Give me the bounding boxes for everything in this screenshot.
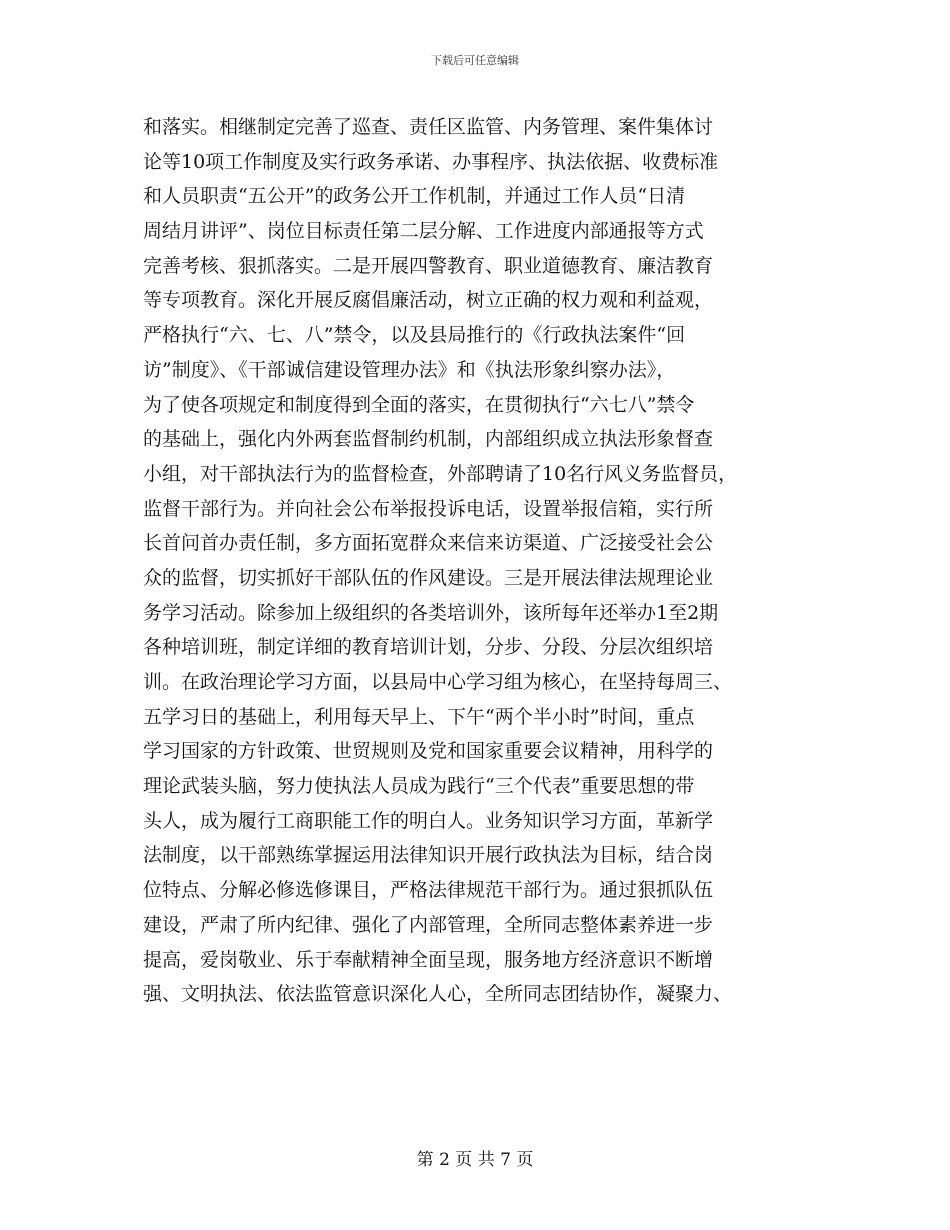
body-line: 众的监督，切实抓好干部队伍的作风建设。三是开展法律法规理论业	[143, 566, 714, 589]
page-header-note: 下载后可任意编辑	[431, 54, 519, 67]
body-line: 为了使各项规定和制度得到全面的落实，在贯彻执行“六七八”禁令	[143, 393, 695, 416]
body-line: 的基础上，强化内外两套监督制约机制，内部组织成立执法形象督查	[143, 428, 714, 451]
body-line: 训。在政治理论学习方面，以县局中心学习组为核心，在坚持每周三、	[143, 671, 733, 693]
body-line: 建设，严肃了所内纪律、强化了内部管理，全所同志整体素养进一步	[143, 913, 714, 936]
body-line: 提高，爱岗敬业、乐于奉献精神全面呈现，服务地方经济意识不断增	[143, 948, 714, 971]
body-line: 学习国家的方针政策、世贸规则及党和国家重要会议精神，用科学的	[143, 740, 714, 763]
body-line: 务学习活动。除参加上级组织的各类培训外，该所每年还举办1至2期	[143, 601, 719, 624]
body-line: 五学习日的基础上，利用每天早上、下午“两个半小时”时间，重点	[143, 705, 695, 728]
page-number: 第 2 页 共 7 页	[416, 1150, 534, 1170]
body-line: 各种培训班，制定详细的教育培训计划，分步、分段、分层次组织培	[143, 636, 714, 659]
body-line: 理论武装头脑，努力使执法人员成为践行“三个代表”重要思想的带	[143, 775, 695, 798]
body-line: 长首问首办责任制，多方面拓宽群众来信来访渠道、广泛接受社会公	[143, 532, 714, 555]
body-line: 论等10项工作制度及实行政务承诺、办事程序、执法依据、收费标准	[143, 150, 719, 173]
body-line: 监督干部行为。并向社会公布举报投诉电话，设置举报信箱，实行所	[143, 497, 714, 520]
body-line: 小组，对干部执法行为的监督检查，外部聘请了10名行风义务监督员，	[143, 462, 738, 485]
document-body	[143, 110, 823, 1012]
body-line: 等专项教育。深化开展反腐倡廉活动，树立正确的权力观和利益观，	[143, 289, 714, 312]
body-line: 完善考核、狠抓落实。二是开展四警教育、职业道德教育、廉洁教育	[143, 254, 714, 277]
body-line: 头人，成为履行工商职能工作的明白人。业务知识学习方面，革新学	[143, 809, 714, 832]
body-line: 严格执行“六、七、八”禁令，以及县局推行的《行政执法案件“回	[143, 324, 686, 347]
body-line: 和落实。相继制定完善了巡查、责任区监管、内务管理、案件集体讨	[143, 116, 714, 138]
body-line: 和人员职责“五公开”的政务公开工作机制，并通过工作人员“日清	[143, 185, 686, 208]
body-line: 法制度，以干部熟练掌握运用法律知识开展行政执法为目标，结合岗	[143, 844, 714, 867]
body-line: 位特点、分解必修选修课目，严格法律规范干部行为。通过狠抓队伍	[143, 879, 714, 902]
body-line: 访”制度》、《干部诚信建设管理办法》和《执法形象纠察办法》，	[143, 358, 676, 381]
body-line: 周结月讲评”、岗位目标责任第二层分解、工作进度内部通报等方式	[143, 220, 704, 243]
body-line: 强、文明执法、依法监管意识深化人心，全所同志团结协作，凝聚力、	[143, 983, 733, 1006]
